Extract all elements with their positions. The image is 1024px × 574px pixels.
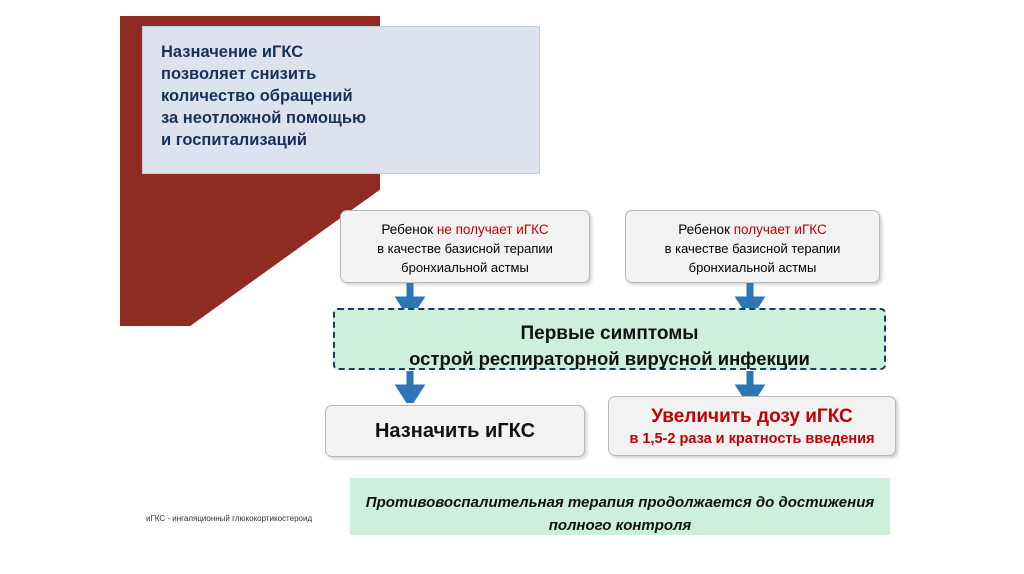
patient-no-ics-line2: в качестве базисной терапии: [377, 241, 553, 256]
title-line-3: количество обращений: [161, 87, 353, 105]
title-line-2: позволяет снизить: [161, 65, 317, 83]
anti-inflammatory-note-box: [350, 478, 890, 535]
patient-on-ics-line1-prefix: Ребенок: [678, 222, 734, 237]
title-box: [142, 26, 540, 174]
patient-on-ics-line2: в качестве базисной терапии: [664, 241, 841, 256]
symptoms-box: [333, 308, 886, 370]
symptoms-line-2: острой респираторной вирусной инфекции: [409, 348, 810, 369]
patient-box-no-ics: [340, 210, 590, 283]
anti-inflammatory-line-2: полного контроля: [548, 517, 692, 534]
title-line-1: Назначение иГКС: [161, 43, 304, 61]
patient-on-ics-line1: [632, 220, 873, 239]
patient-box-on-ics: [625, 210, 880, 283]
title-line-5: и госпитализаций: [161, 131, 308, 149]
patient-no-ics-highlight: не получает иГКС: [436, 222, 549, 237]
prescribe-ics-label: Назначить иГКС: [374, 420, 536, 442]
increase-dose-line-2: в 1,5-2 раза и кратность введения: [629, 431, 875, 447]
footnote-text: иГКС - ингаляционный глюкокортикостероид: [146, 514, 313, 523]
increase-dose-box: [608, 396, 896, 456]
patient-no-ics-line1: [347, 220, 583, 239]
patient-no-ics-line1-prefix: Ребенок: [381, 222, 437, 237]
patient-on-ics-highlight: получает иГКС: [733, 222, 827, 237]
prescribe-ics-box: [325, 405, 585, 457]
arrow-down-prescribe-icon: [395, 371, 425, 403]
patient-no-ics-line3: бронхиальной астмы: [401, 260, 529, 275]
title-line-4: за неотложной помощью: [161, 109, 367, 127]
increase-dose-line-1: Увеличить дозу иГКС: [651, 406, 853, 427]
anti-inflammatory-line-1: Противовоспалительная терапия продолжается до достижения: [365, 494, 875, 511]
patient-on-ics-line3: бронхиальной астмы: [688, 260, 817, 275]
symptoms-line-1: Первые симптомы: [520, 323, 699, 344]
